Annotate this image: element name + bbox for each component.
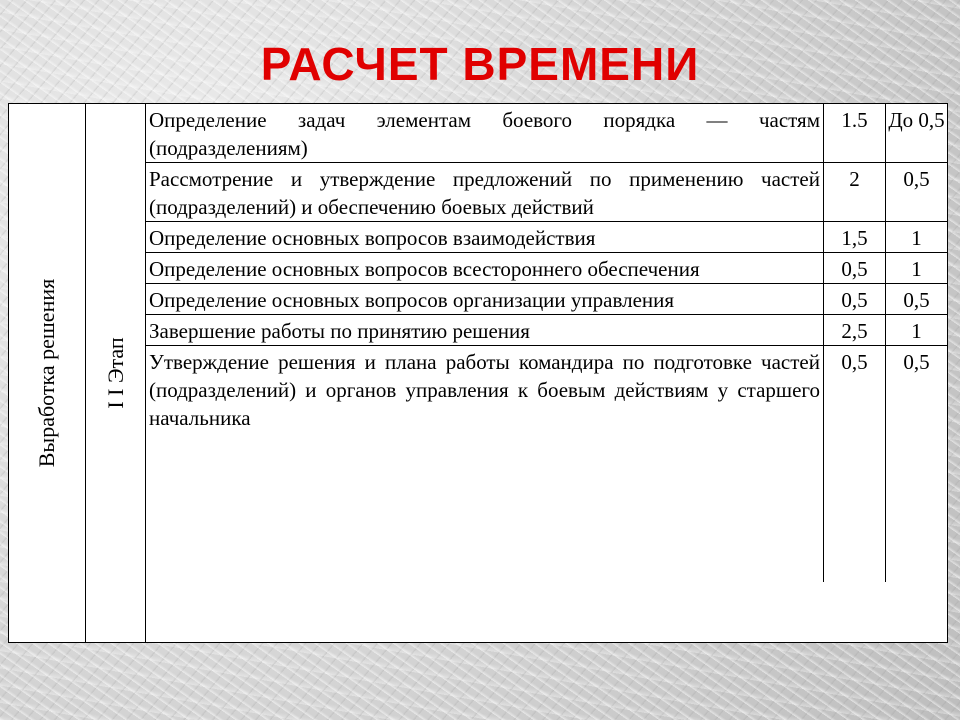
- time-cell-2: 1: [911, 226, 922, 250]
- time-cell-2: 0,5: [903, 350, 930, 374]
- table-row: [146, 315, 947, 346]
- time-cell-1: 0,5: [824, 284, 886, 314]
- time-cell-1: 2,5: [824, 315, 886, 345]
- time-calculation-table: [8, 103, 948, 643]
- table-row: [146, 222, 947, 253]
- table-row: [146, 163, 947, 222]
- task-cell: Определение основных вопросов организации управления: [146, 284, 824, 314]
- table-row: [146, 104, 947, 163]
- stage-label: I I Этап: [102, 337, 128, 409]
- task-rows: [146, 104, 947, 582]
- task-cell: Рассмотрение и утверждение предложений по применению частей (подразделений) и обеспечению боевых действий: [146, 163, 824, 221]
- task-cell: Завершение работы по принятию решения: [146, 315, 824, 345]
- table-row: [146, 253, 947, 284]
- time-cell-1: 0,5: [824, 253, 886, 283]
- time-cell-2: 0,5: [903, 167, 930, 191]
- task-cell: Определение задач элементам боевого порядка — частям (подразделениям): [146, 104, 824, 162]
- table-row: [146, 284, 947, 315]
- phase-label: Выработка решения: [34, 278, 59, 468]
- phase-column: [9, 104, 86, 642]
- time-cell-1: 2: [824, 163, 886, 221]
- task-cell: Определение основных вопросов всестороннего обеспечения: [146, 253, 824, 283]
- time-cell-1: 1,5: [824, 222, 886, 252]
- slide-title: РАСЧЕТ ВРЕМЕНИ: [260, 38, 700, 90]
- table-row: [146, 346, 947, 582]
- time-cell-1: 1.5: [824, 104, 886, 162]
- task-cell: Определение основных вопросов взаимодействия: [146, 222, 824, 252]
- time-cell-2: До 0,5: [888, 108, 945, 132]
- time-cell-1: 0,5: [824, 346, 886, 582]
- time-cell-2: 1: [911, 257, 922, 281]
- time-cell-2: 0,5: [903, 288, 930, 312]
- stage-column: [86, 104, 146, 642]
- time-cell-2: 1: [911, 319, 922, 343]
- task-cell: Утверждение решения и плана работы командира по подготовке частей (подразделений) и органов управления к боевым действиям у старшего начальника: [146, 346, 824, 582]
